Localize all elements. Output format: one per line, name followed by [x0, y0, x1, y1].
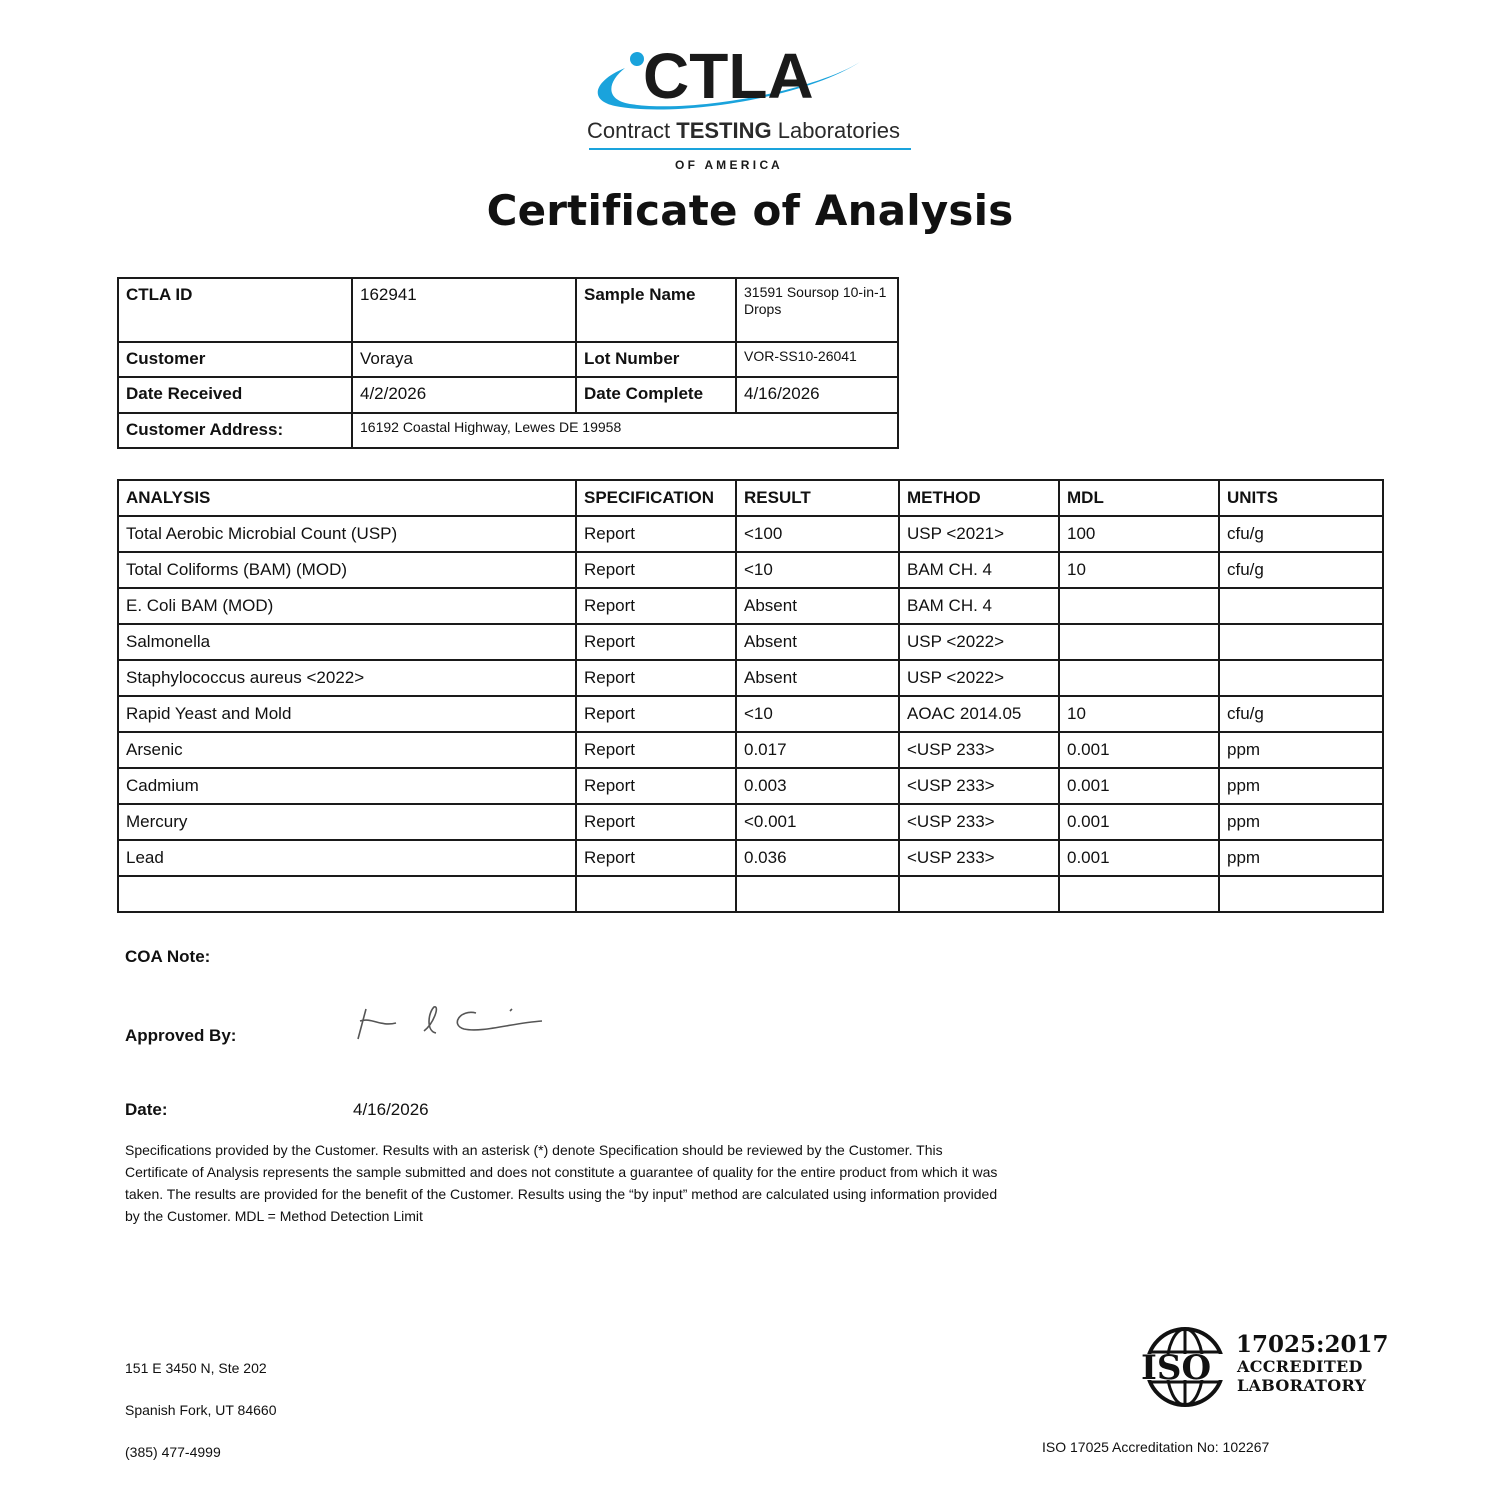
customer-value: Voraya — [352, 342, 576, 377]
analysis-row — [118, 588, 1383, 624]
approved-by-label: Approved By: — [125, 1026, 237, 1045]
cell-units: cfu/g — [1219, 516, 1383, 552]
svg-text:O F A M E R I C A: O F A M E R I C A — [675, 158, 780, 172]
cell-method: BAM CH. 4 — [899, 552, 1059, 588]
analysis-table — [117, 479, 1384, 913]
cell-result: 0.017 — [736, 732, 899, 768]
cell-result: Absent — [736, 660, 899, 696]
analysis-row — [118, 696, 1383, 732]
info-row-address — [118, 413, 898, 448]
cell-mdl — [1059, 876, 1219, 912]
cell-specification — [576, 876, 736, 912]
analysis-row — [118, 516, 1383, 552]
analysis-row — [118, 732, 1383, 768]
cell-specification: Report — [576, 732, 736, 768]
date-received-value: 4/2/2026 — [352, 377, 576, 413]
cell-analysis: Arsenic — [118, 732, 576, 768]
cell-mdl — [1059, 660, 1219, 696]
cell-units: cfu/g — [1219, 696, 1383, 732]
iso-accredited-text: ACCREDITED — [1237, 1357, 1363, 1376]
cell-mdl: 0.001 — [1059, 840, 1219, 876]
cell-method: USP <2022> — [899, 624, 1059, 660]
lot-number-label: Lot Number — [576, 342, 736, 377]
cell-analysis: Total Aerobic Microbial Count (USP) — [118, 516, 576, 552]
ctla-id-value: 162941 — [352, 278, 576, 342]
cell-specification: Report — [576, 516, 736, 552]
cell-method: <USP 233> — [899, 804, 1059, 840]
date-value: 4/16/2026 — [353, 1100, 429, 1119]
cell-mdl — [1059, 624, 1219, 660]
col-header-method: METHOD — [899, 480, 1059, 516]
analysis-row — [118, 768, 1383, 804]
iso-laboratory-text: LABORATORY — [1237, 1376, 1367, 1395]
cell-mdl: 0.001 — [1059, 768, 1219, 804]
cell-specification: Report — [576, 552, 736, 588]
ctla-logo — [585, 38, 915, 178]
cell-specification: Report — [576, 660, 736, 696]
cell-units: ppm — [1219, 732, 1383, 768]
cell-units — [1219, 588, 1383, 624]
cell-result: <10 — [736, 696, 899, 732]
cell-units: ppm — [1219, 804, 1383, 840]
cell-analysis: Rapid Yeast and Mold — [118, 696, 576, 732]
cell-mdl: 0.001 — [1059, 732, 1219, 768]
svg-text:ISO: ISO — [1141, 1348, 1212, 1388]
cell-mdl: 10 — [1059, 552, 1219, 588]
coa-note-label: COA Note: — [125, 947, 211, 966]
date-complete-label: Date Complete — [576, 377, 736, 413]
analysis-row — [118, 804, 1383, 840]
cell-analysis: Lead — [118, 840, 576, 876]
sample-name-label: Sample Name — [576, 278, 736, 342]
iso-accreditation-number: ISO 17025 Accreditation No: 102267 — [1042, 1439, 1270, 1455]
cell-method: <USP 233> — [899, 732, 1059, 768]
customer-address-label: Customer Address: — [118, 413, 352, 448]
cell-units — [1219, 624, 1383, 660]
col-header-result: RESULT — [736, 480, 899, 516]
cell-result — [736, 876, 899, 912]
customer-label: Customer — [118, 342, 352, 377]
cell-specification: Report — [576, 624, 736, 660]
cell-mdl — [1059, 588, 1219, 624]
cell-mdl: 10 — [1059, 696, 1219, 732]
col-header-units: UNITS — [1219, 480, 1383, 516]
col-header-specification: SPECIFICATION — [576, 480, 736, 516]
info-row-customer — [118, 342, 898, 377]
analysis-row — [118, 660, 1383, 696]
customer-address-value: 16192 Coastal Highway, Lewes DE 19958 — [352, 413, 898, 448]
iso-standard-number: 17025:2017 — [1236, 1331, 1389, 1358]
lab-phone: (385) 477-4999 — [125, 1444, 221, 1460]
cell-result: 0.003 — [736, 768, 899, 804]
cell-result: <0.001 — [736, 804, 899, 840]
lab-address-line1: 151 E 3450 N, Ste 202 — [125, 1360, 267, 1376]
cell-mdl: 0.001 — [1059, 804, 1219, 840]
sample-info-table — [117, 277, 899, 449]
cell-method — [899, 876, 1059, 912]
svg-text:CTLA: CTLA — [643, 40, 814, 112]
cell-units: ppm — [1219, 768, 1383, 804]
cell-units — [1219, 660, 1383, 696]
analysis-row — [118, 876, 1383, 912]
document-title: Certificate of Analysis — [486, 186, 1014, 235]
cell-analysis — [118, 876, 576, 912]
cell-method: AOAC 2014.05 — [899, 696, 1059, 732]
lab-address-line2: Spanish Fork, UT 84660 — [125, 1402, 277, 1418]
date-label: Date: — [125, 1100, 168, 1119]
cell-units: ppm — [1219, 840, 1383, 876]
cell-specification: Report — [576, 840, 736, 876]
info-row-ctla-id — [118, 278, 898, 342]
cell-specification: Report — [576, 768, 736, 804]
cell-specification: Report — [576, 804, 736, 840]
info-row-dates — [118, 377, 898, 413]
sample-name-value: 31591 Soursop 10-in-1 Drops — [736, 278, 898, 342]
cell-analysis: E. Coli BAM (MOD) — [118, 588, 576, 624]
analysis-row — [118, 624, 1383, 660]
cell-analysis: Salmonella — [118, 624, 576, 660]
cell-result: Absent — [736, 588, 899, 624]
signature-image — [352, 995, 552, 1050]
cell-specification: Report — [576, 588, 736, 624]
cell-mdl: 100 — [1059, 516, 1219, 552]
cell-result: <10 — [736, 552, 899, 588]
cell-result: Absent — [736, 624, 899, 660]
analysis-row — [118, 552, 1383, 588]
cell-method: <USP 233> — [899, 840, 1059, 876]
lot-number-value: VOR-SS10-26041 — [736, 342, 898, 377]
cell-method: USP <2022> — [899, 660, 1059, 696]
cell-analysis: Cadmium — [118, 768, 576, 804]
svg-text:Contract TESTING Laboratories: Contract TESTING Laboratories — [587, 118, 901, 143]
cell-method: USP <2021> — [899, 516, 1059, 552]
cell-analysis: Mercury — [118, 804, 576, 840]
cell-method: <USP 233> — [899, 768, 1059, 804]
cell-analysis: Total Coliforms (BAM) (MOD) — [118, 552, 576, 588]
date-complete-value: 4/16/2026 — [736, 377, 898, 413]
cell-units: cfu/g — [1219, 552, 1383, 588]
cell-units — [1219, 876, 1383, 912]
disclaimer-text: Specifications provided by the Customer. Results with an asterisk (*) denote Specification should be reviewed by the Customer. This Certificate of Analysis represents the sample submitted and does not constitute a guarantee of quality for the entire product from which it was taken. The results are provided for the benefit of the Customer. Results using the “by input” method are calculated using information provided by the Customer. MDL = Method Detection Limit — [125, 1142, 998, 1224]
col-header-mdl: MDL — [1059, 480, 1219, 516]
date-received-label: Date Received — [118, 377, 352, 413]
cell-result: <100 — [736, 516, 899, 552]
analysis-header-row — [118, 480, 1383, 516]
ctla-id-label: CTLA ID — [118, 278, 352, 342]
cell-analysis: Staphylococcus aureus <2022> — [118, 660, 576, 696]
analysis-row — [118, 840, 1383, 876]
cell-specification: Report — [576, 696, 736, 732]
cell-result: 0.036 — [736, 840, 899, 876]
col-header-analysis: ANALYSIS — [118, 480, 576, 516]
cell-method: BAM CH. 4 — [899, 588, 1059, 624]
